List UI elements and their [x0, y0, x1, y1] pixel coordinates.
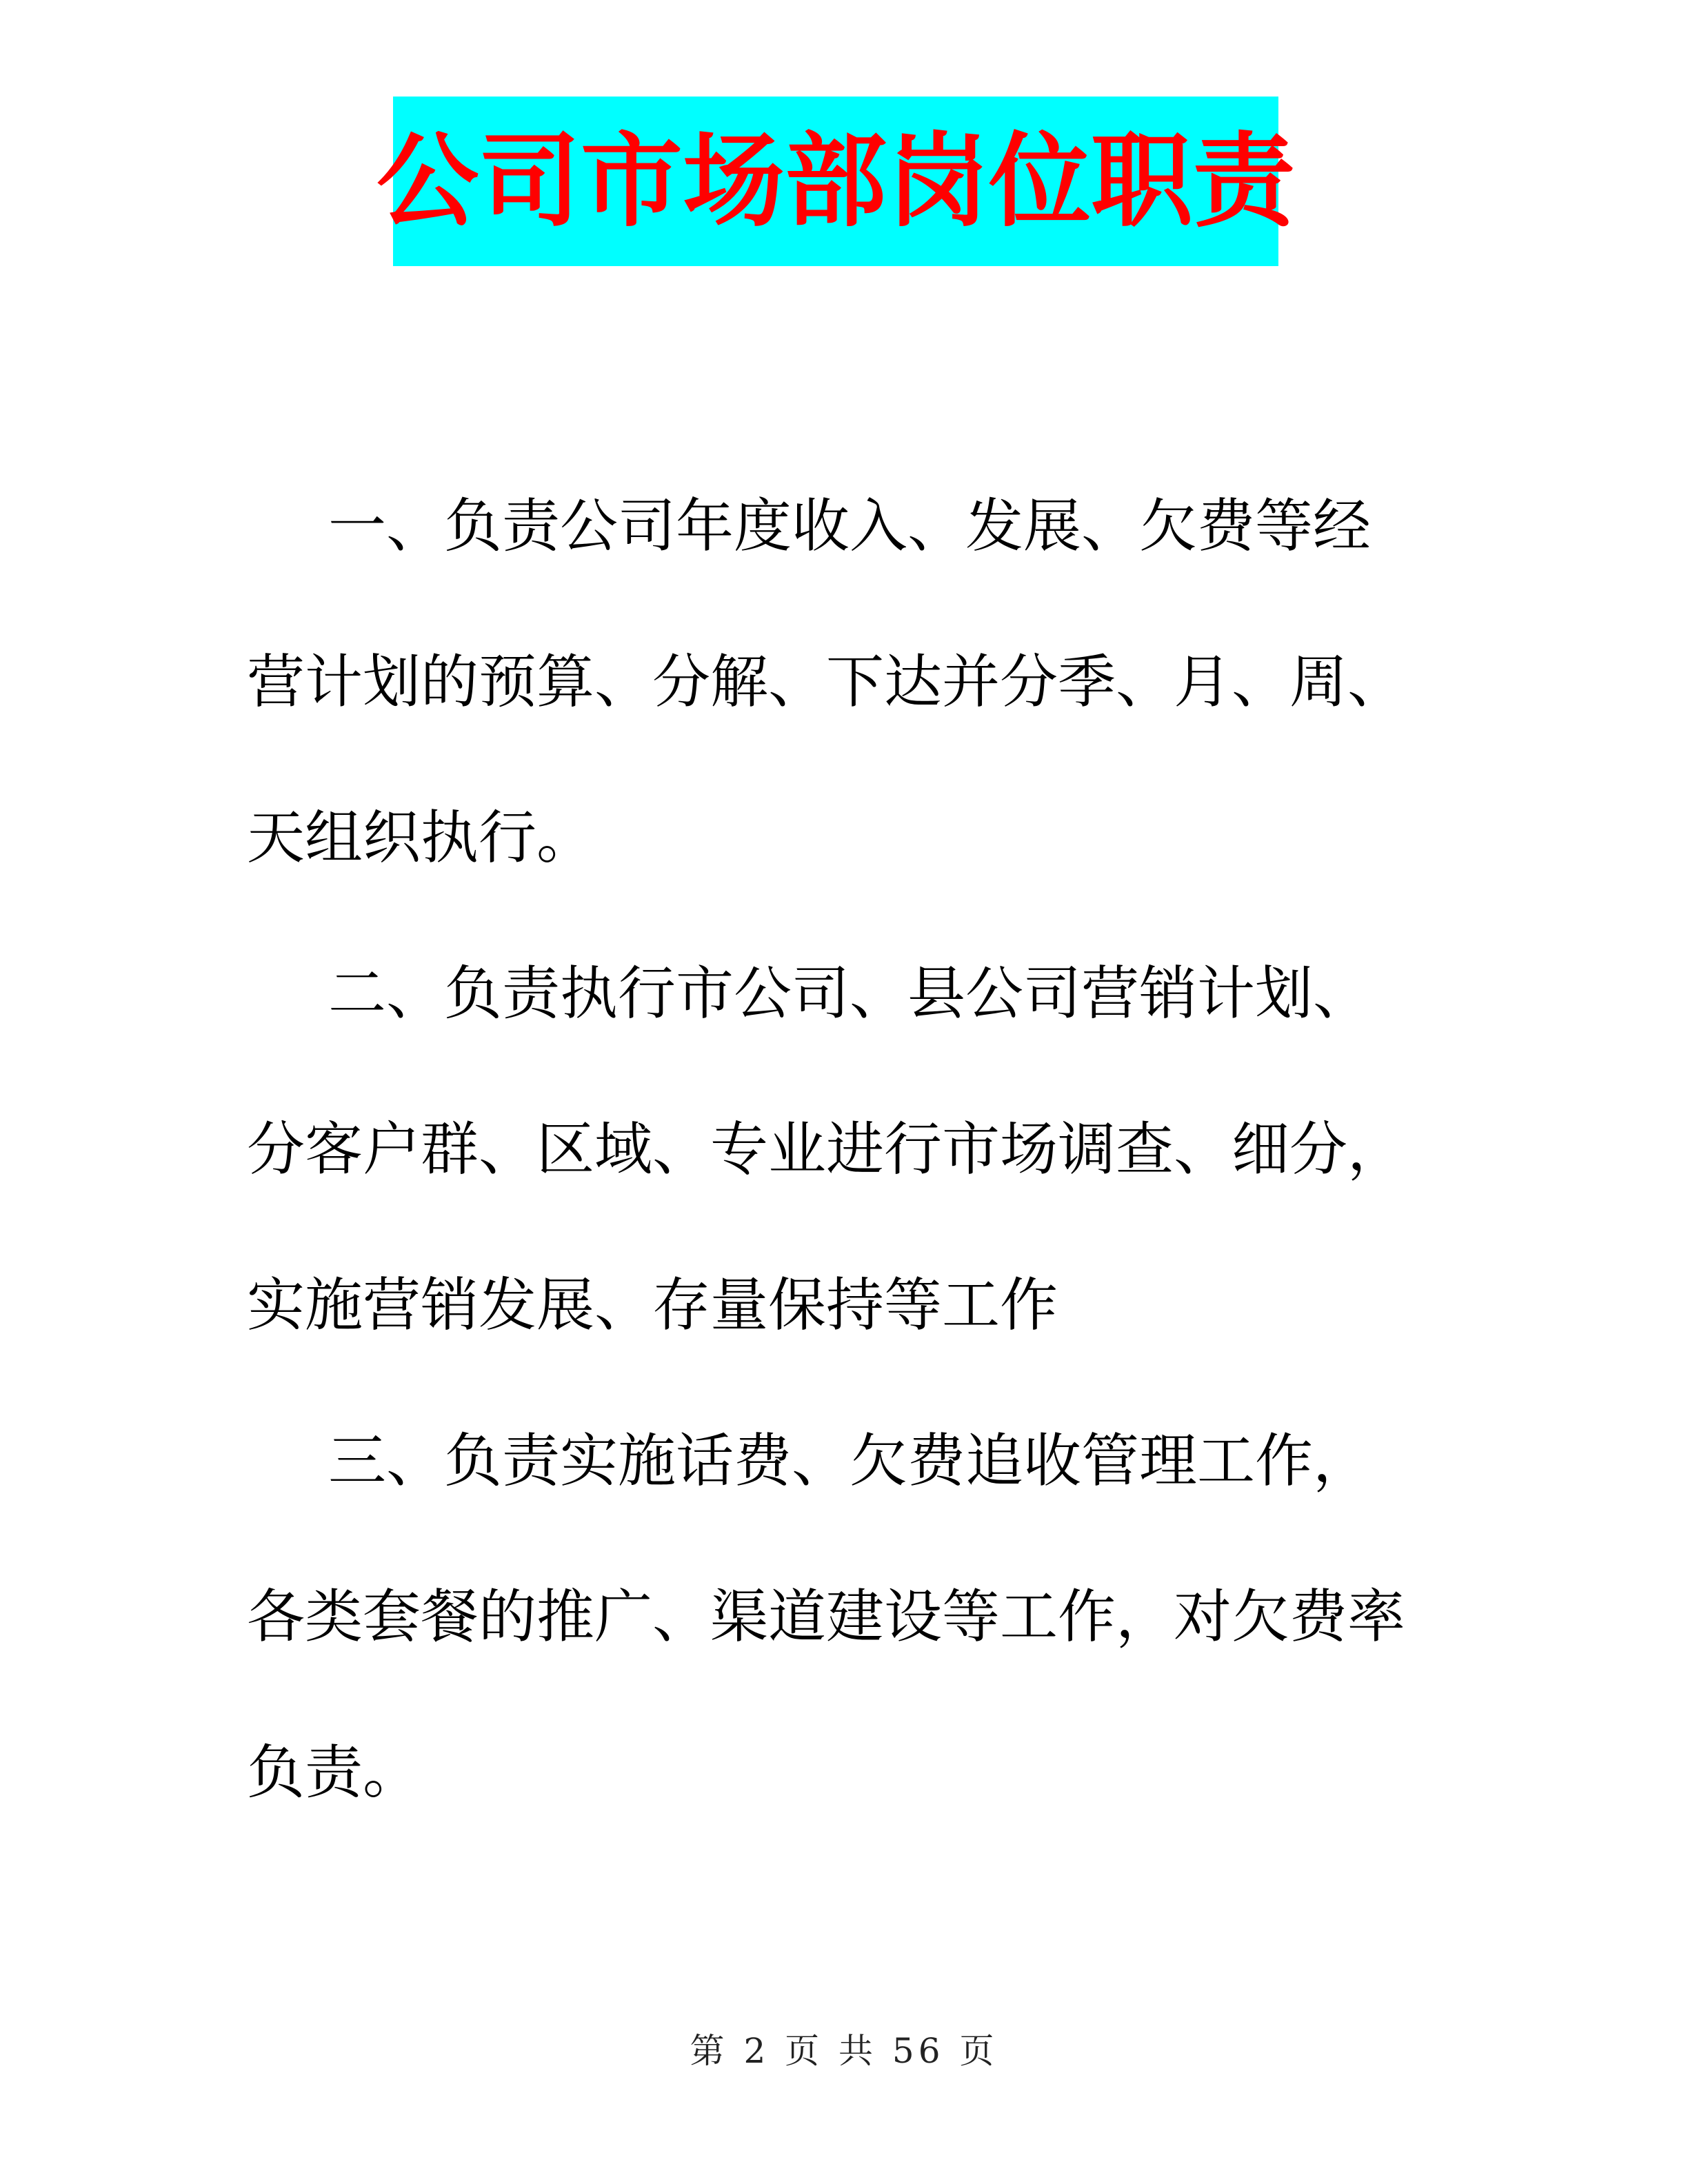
- page-footer: 第 2 页 共 56 页: [690, 2031, 998, 2071]
- document-body: [247, 448, 1419, 1850]
- paragraph-2: 二、负责执行市公司、县公司营销计划、分客户群、区域、专业进行市场调查、细分，实施营销发展、存量保持等工作: [247, 960, 1406, 1339]
- paragraph-3: 三、负责实施话费、欠费追收管理工作，各类套餐的推广、渠道建设等工作，对欠费率负责。: [247, 1427, 1406, 1806]
- title-banner: [376, 97, 1295, 266]
- page-title: 公司市场部岗位职责: [376, 122, 1295, 241]
- paragraph-1: 一、负责公司年度收入、发展、欠费等经营计划的预算、分解、下达并分季、月、周、天组织执行。: [247, 492, 1406, 871]
